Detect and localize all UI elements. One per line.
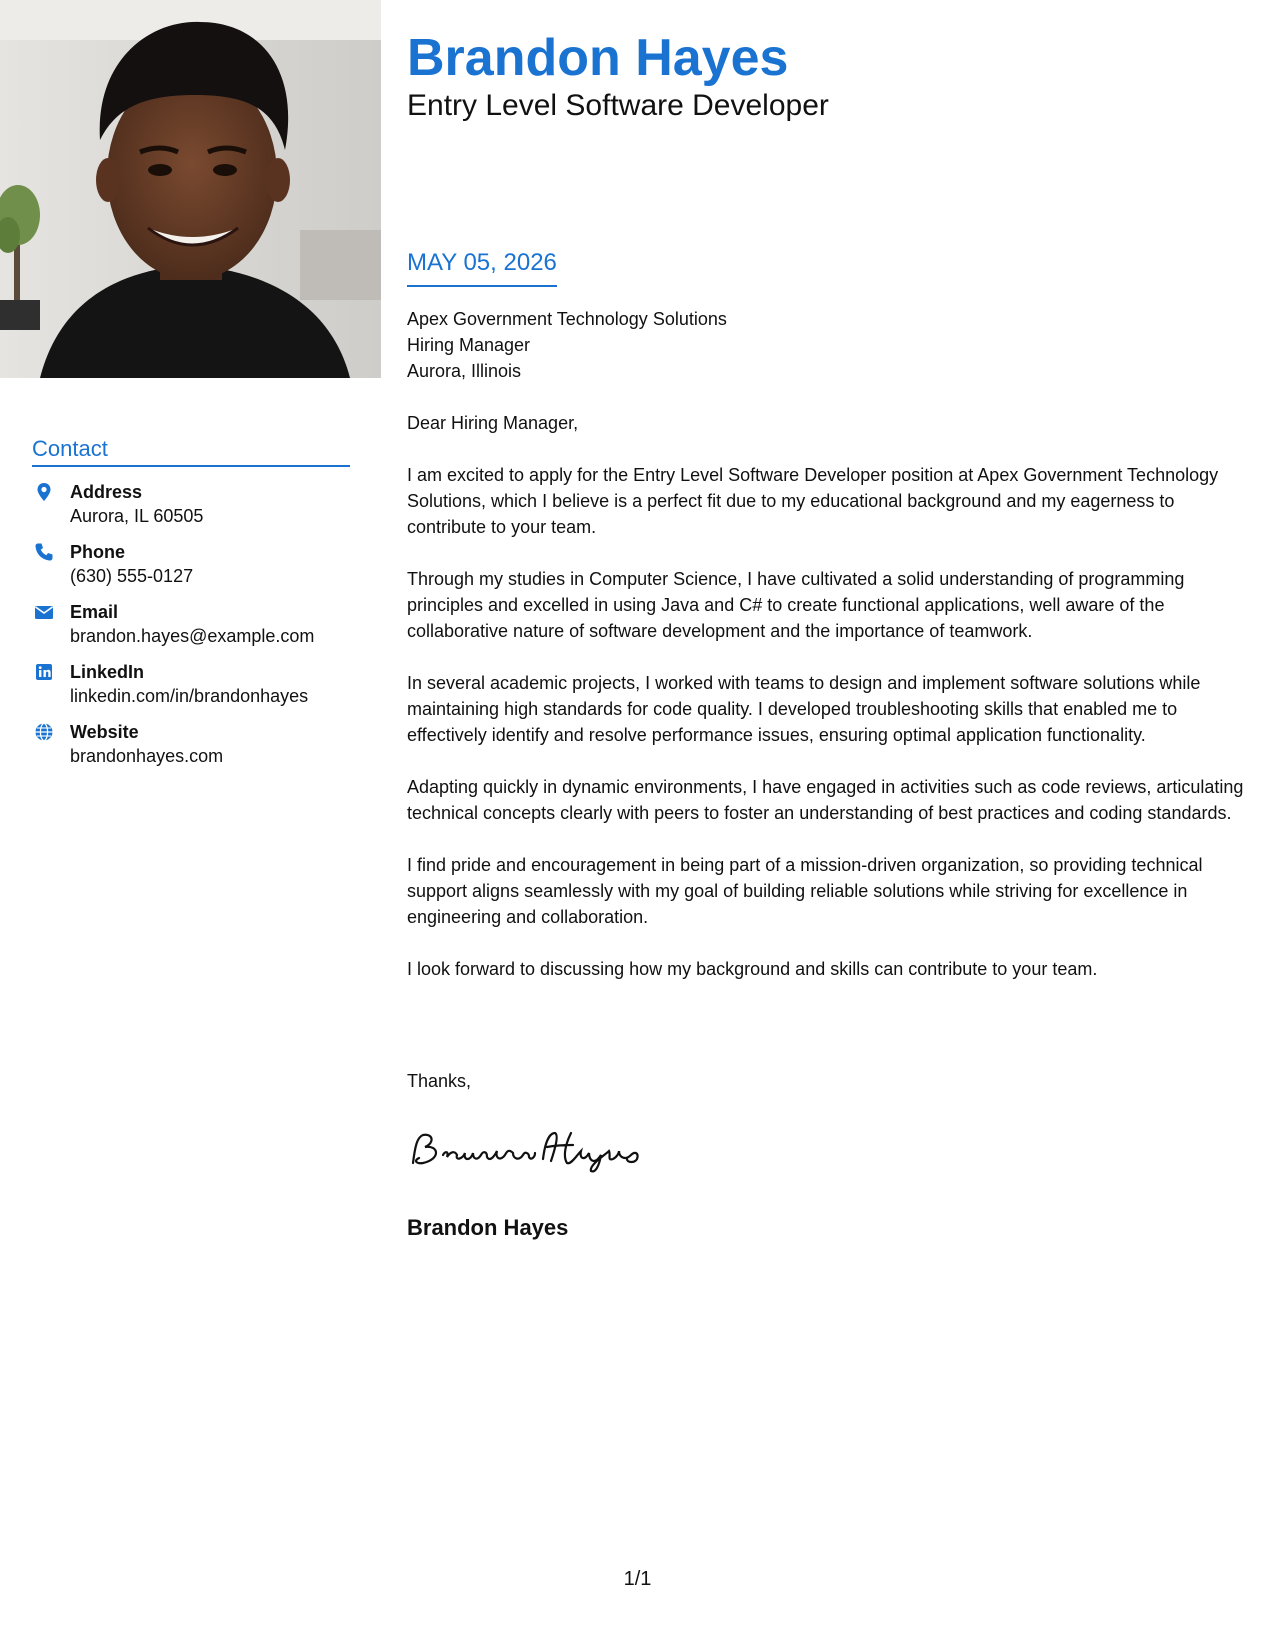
recipient-block — [407, 306, 1252, 384]
handwritten-signature — [405, 1125, 655, 1175]
paragraph: Adapting quickly in dynamic environments, I have engaged in activities such as code reviews, articulating technical concepts clearly with peers to foster an understanding of best practices and coding standards. — [407, 777, 1244, 823]
profile-photo — [0, 0, 381, 378]
page-number: 1/1 — [623, 1568, 652, 1590]
contact-email — [32, 601, 350, 648]
contact-value: linkedin.com/in/brandonhayes — [70, 686, 309, 706]
applicant-name: Brandon Hayes — [407, 29, 789, 87]
contact-heading: Contact — [32, 436, 350, 467]
contact-value: brandonhayes.com — [70, 746, 224, 766]
letter-date: MAY 05, 2026 — [407, 247, 557, 287]
letter-header — [407, 28, 829, 124]
salutation: Dear Hiring Manager, — [407, 413, 579, 433]
contact-label: Website — [70, 722, 139, 742]
contact-website — [32, 721, 350, 768]
paragraph: In several academic projects, I worked with teams to design and implement software solutions while maintaining high standards for code quality. I developed troubleshooting skills that enabled me to effectively identify and resolve performance issues, ensuring optimal application functionality. — [407, 673, 1201, 745]
contact-label: LinkedIn — [70, 662, 145, 682]
contact-label: Address — [70, 482, 143, 502]
recipient-title: Hiring Manager — [407, 335, 531, 355]
contact-section — [32, 436, 350, 781]
job-title: Entry Level Software Developer — [407, 89, 829, 122]
envelope-icon — [34, 602, 54, 622]
globe-icon — [34, 722, 54, 742]
contact-phone — [32, 541, 350, 588]
contact-value: brandon.hayes@example.com — [70, 626, 315, 646]
contact-label: Email — [70, 602, 119, 622]
signer-name: Brandon Hayes — [407, 1215, 569, 1240]
paragraph: I look forward to discussing how my background and skills can contribute to your team. — [407, 959, 1098, 979]
linkedin-icon — [34, 662, 54, 682]
recipient-company: Apex Government Technology Solutions — [407, 309, 727, 329]
phone-icon — [34, 542, 54, 562]
contact-linkedin — [32, 661, 350, 708]
map-pin-icon — [34, 482, 54, 502]
closing: Thanks, — [407, 1071, 472, 1091]
contact-value: Aurora, IL 60505 — [70, 506, 204, 526]
contact-address — [32, 481, 350, 528]
recipient-location: Aurora, Illinois — [407, 361, 522, 381]
letter-body — [407, 306, 1252, 1008]
paragraph: Through my studies in Computer Science, I have cultivated a solid understanding of programming principles and excelled in using Java and C# to create functional applications, well aware of the collaborative nature of software development and the importance of teamwork. — [407, 569, 1185, 641]
paragraph: I am excited to apply for the Entry Level Software Developer position at Apex Government Technology Solutions, which I believe is a perfect fit due to my educational background and my eagerness to contribute to your team. — [407, 465, 1219, 537]
contact-label: Phone — [70, 542, 126, 562]
contact-value: (630) 555-0127 — [70, 566, 194, 586]
paragraph: I find pride and encouragement in being part of a mission-driven organization, so providing technical support aligns seamlessly with my goal of building reliable solutions while striving for excellence in engineering and collaboration. — [407, 855, 1203, 927]
